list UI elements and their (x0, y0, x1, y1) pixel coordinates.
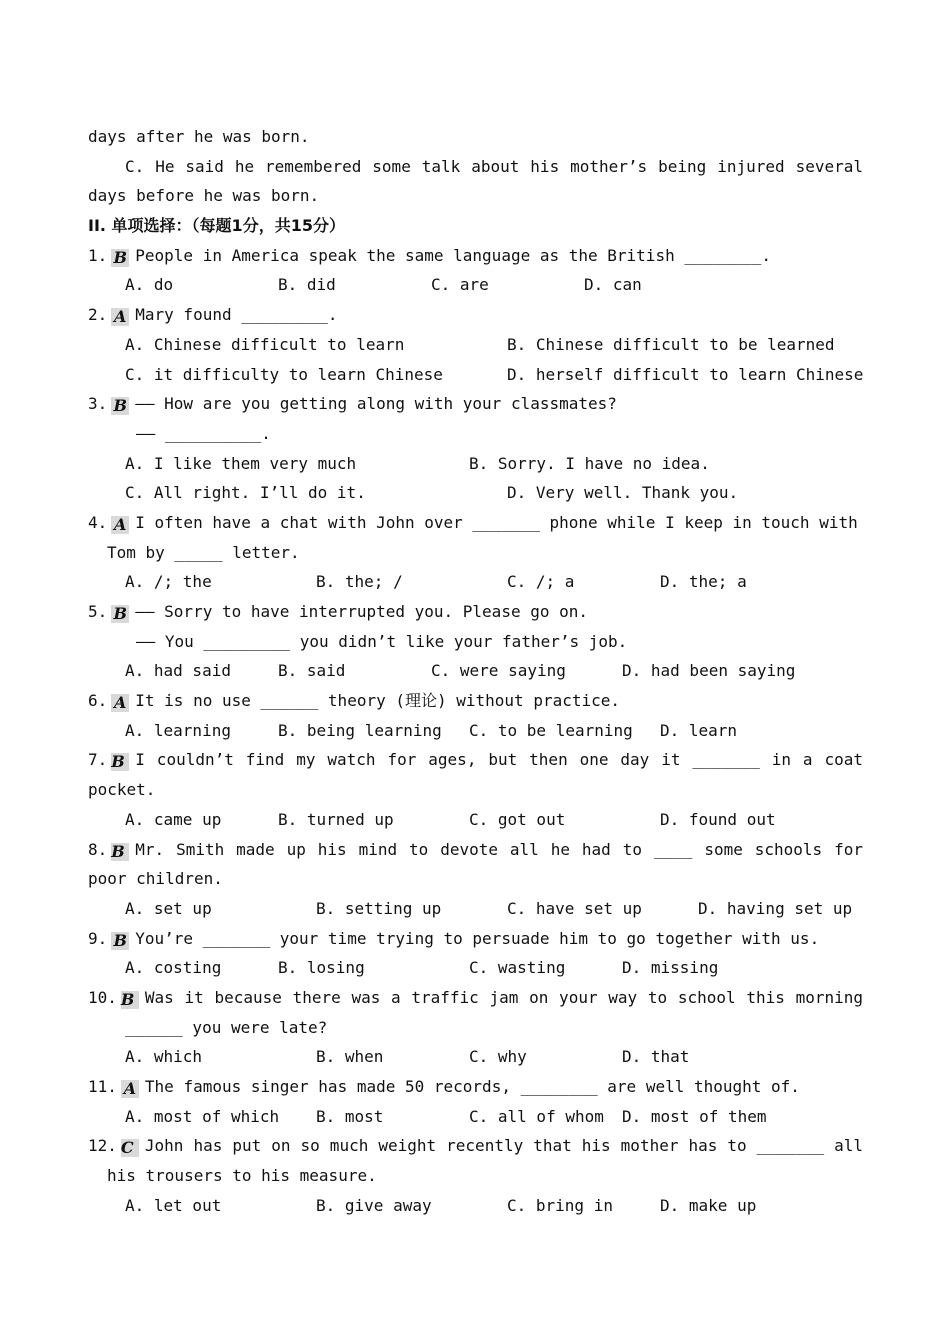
option-c: C. wasting (469, 958, 566, 978)
option-c: C. were saying (431, 661, 566, 681)
option-d: D. most of them (622, 1106, 767, 1126)
section-heading: II. 单项选择：（每题1分，共15分） (88, 216, 345, 236)
question-text: —— How are you getting along with your classmates? (135, 394, 617, 414)
question-text-cont: pocket. (88, 780, 156, 800)
option-b: B. said (278, 661, 346, 681)
option-c: C. all of whom (469, 1106, 604, 1126)
option-d: D. can (584, 275, 642, 295)
option-c: C. to be learning (469, 720, 633, 740)
answer-box: B (111, 932, 129, 950)
question-number: 1. (88, 245, 108, 265)
question-number: 2. (88, 305, 108, 325)
option-c: C. bring in (507, 1195, 613, 1215)
question-number: 12. (88, 1136, 117, 1156)
prev-option-c-line1: C. He said he remembered some talk about his mother’s being injured several (125, 156, 863, 176)
option-b: B. did (278, 275, 336, 295)
answer-box: B (111, 753, 129, 771)
option-d: D. that (622, 1047, 690, 1067)
option-b: B. the; / (316, 572, 403, 592)
answer-box: A (111, 516, 129, 534)
question-7 (88, 745, 863, 775)
option-b: B. losing (278, 958, 365, 978)
answer-box: B (111, 397, 129, 415)
question-3 (88, 389, 863, 419)
question-number: 4. (88, 512, 108, 532)
option-c: C. /; a (507, 572, 575, 592)
question-10 (88, 983, 863, 1013)
option-a: A. let out (125, 1195, 222, 1215)
option-b: B. setting up (316, 898, 442, 918)
question-number: 8. (88, 839, 108, 859)
option-b: B. turned up (278, 809, 394, 829)
options-row (88, 449, 863, 479)
question-number: 6. (88, 691, 108, 711)
options-row (88, 478, 863, 508)
question-number: 9. (88, 928, 108, 948)
answer-box: A (121, 1080, 139, 1098)
question-text-cont: Tom by _____ letter. (107, 542, 300, 562)
document-content (88, 122, 863, 1220)
prev-option-c-line2: days before he was born. (88, 186, 320, 206)
options-row (88, 1102, 863, 1132)
option-d: D. herself difficult to learn Chinese (507, 364, 864, 384)
question-8 (88, 835, 863, 865)
option-b: B. when (316, 1047, 384, 1067)
question-text-cont: —— You _________ you didn’t like your father’s job. (136, 631, 628, 651)
option-a: A. /; the (125, 572, 212, 592)
options-row (88, 1191, 863, 1221)
answer-box: B (121, 991, 139, 1009)
answer-box: B (111, 249, 129, 267)
options-row (88, 360, 863, 390)
option-a: A. do (125, 275, 174, 295)
question-text: I often have a chat with John over _______ phone while I keep in touch with (135, 512, 858, 532)
options-row (88, 953, 863, 983)
question-text: I couldn’t find my watch for ages, but then one day it _______ in a coat (135, 750, 863, 770)
option-a: A. which (125, 1047, 203, 1067)
option-a: A. Chinese difficult to learn (125, 334, 405, 354)
option-d: D. the; a (660, 572, 747, 592)
answer-box: B (111, 605, 129, 623)
option-b: B. most (316, 1106, 384, 1126)
question-2 (88, 300, 863, 330)
answer-box: A (111, 308, 129, 326)
options-row (88, 805, 863, 835)
option-b: B. being learning (278, 720, 442, 740)
question-number: 3. (88, 394, 108, 414)
option-a: A. set up (125, 898, 212, 918)
option-c: C. why (469, 1047, 527, 1067)
question-11 (88, 1072, 863, 1102)
option-b: B. Chinese difficult to be learned (507, 334, 835, 354)
option-a: A. learning (125, 720, 231, 740)
options-row (88, 567, 863, 597)
option-a: A. most of which (125, 1106, 280, 1126)
answer-box: A (111, 694, 129, 712)
options-row (88, 716, 863, 746)
option-c: C. are (431, 275, 489, 295)
question-text-cont: ______ you were late? (125, 1017, 328, 1037)
option-d: D. make up (660, 1195, 757, 1215)
option-c: C. have set up (507, 898, 642, 918)
question-text-cont: poor children. (88, 869, 223, 889)
option-b: B. give away (316, 1195, 432, 1215)
option-d: D. having set up (698, 898, 853, 918)
question-number: 7. (88, 750, 108, 770)
question-text: Mr. Smith made up his mind to devote all he had to ____ some schools for (135, 839, 863, 859)
question-4 (88, 508, 863, 538)
question-text: Was it because there was a traffic jam on your way to school this morning (144, 987, 863, 1007)
options-row (88, 656, 863, 686)
answer-box: B (111, 843, 129, 861)
options-row (88, 330, 863, 360)
option-a: A. came up (125, 809, 222, 829)
question-text: —— Sorry to have interrupted you. Please go on. (135, 602, 589, 621)
question-12 (88, 1131, 863, 1161)
question-number: 10. (88, 987, 117, 1007)
option-c: C. All right. I’ll do it. (125, 483, 366, 503)
option-d: D. found out (660, 809, 776, 829)
option-d: D. had been saying (622, 661, 796, 681)
question-text-cont: —— __________. (136, 423, 271, 443)
question-number: 11. (88, 1077, 117, 1096)
option-b: B. Sorry. I have no idea. (469, 453, 710, 473)
question-text-cont: his trousers to his measure. (107, 1166, 377, 1186)
question-text: John has put on so much weight recently that his mother has to _______ all (144, 1136, 863, 1156)
option-d: D. learn (660, 720, 738, 740)
question-text: Mary found _________. (135, 305, 338, 325)
question-1 (88, 241, 863, 271)
question-9 (88, 924, 863, 954)
question-text: People in America speak the same language as the British ________. (135, 245, 772, 265)
option-d: D. missing (622, 958, 719, 978)
question-5 (88, 597, 863, 627)
option-d: D. Very well. Thank you. (507, 483, 739, 503)
question-number: 5. (88, 602, 108, 621)
option-a: A. I like them very much (125, 453, 357, 473)
options-row (88, 270, 863, 300)
options-row (88, 894, 863, 924)
answer-box: C (121, 1139, 139, 1157)
question-text: The famous singer has made 50 records, ________ are well thought of. (144, 1077, 800, 1096)
option-c: C. got out (469, 809, 566, 829)
options-row (88, 1042, 863, 1072)
question-6 (88, 686, 863, 716)
option-c: C. it difficulty to learn Chinese (125, 364, 443, 384)
prev-text-line: days after he was born. (88, 127, 310, 146)
option-a: A. costing (125, 958, 222, 978)
option-a: A. had said (125, 661, 231, 681)
question-text: It is no use ______ theory (理论) without practice. (135, 691, 621, 711)
question-text: You’re _______ your time trying to persuade him to go together with us. (135, 928, 820, 948)
